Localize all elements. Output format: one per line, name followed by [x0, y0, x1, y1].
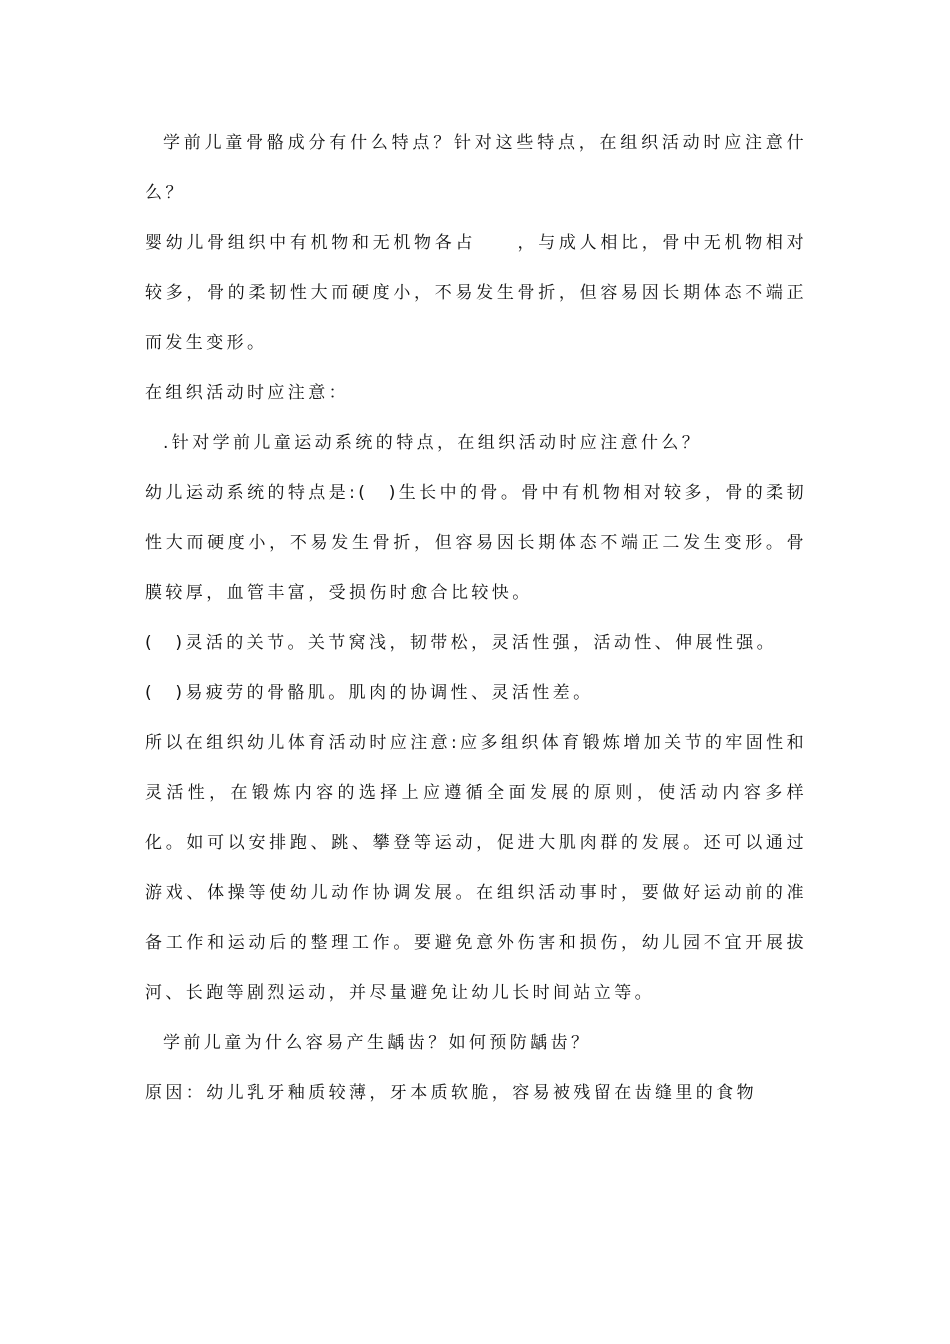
answer-skeletal-muscle: ( )易疲劳的骨骼肌。肌肉的协调性、灵活性差。	[145, 683, 594, 703]
answer-growing-bones: 幼儿运动系统的特点是:( )生长中的骨。骨中有机物相对较多，骨的柔韧性大而硬度小，不易发生骨折，但容易因长期体态不端正二发生变形。骨膜较厚，血管丰富，受损伤时愈合比较快。	[145, 483, 807, 603]
answer-bone-composition: 婴幼儿骨组织中有机物和无机物各占 ，与成人相比，骨中无机物相对较多，骨的柔韧性大而硬度小，不易发生骨折，但容易因长期体态不端正而发生变形。	[145, 233, 807, 353]
document-body	[145, 118, 807, 1118]
question-motor-system: .针对学前儿童运动系统的特点，在组织活动时应注意什么？	[163, 433, 703, 453]
answer-flexible-joints: ( )灵活的关节。关节窝浅，韧带松，灵活性强，活动性、伸展性强。	[145, 633, 778, 653]
question-bone-composition: 学前儿童骨骼成分有什么特点？针对这些特点，在组织活动时应注意什么？	[145, 133, 807, 203]
question-dental-caries: 学前儿童为什么容易产生龋齿？如何预防龋齿？	[163, 1033, 592, 1053]
activity-notes-heading: 在组织活动时应注意：	[145, 383, 349, 403]
answer-caries-cause: 原因：幼儿乳牙釉质较薄，牙本质软脆，容易被残留在齿缝里的食物	[145, 1083, 757, 1103]
answer-activity-precautions: 所以在组织幼儿体育活动时应注意:应多组织体育锻炼增加关节的牢固性和灵活性，在锻炼内容的选择上应遵循全面发展的原则，使活动内容多样化。如可以安排跑、跳、攀登等运动，促进大肌肉群的发展。还可以通过游戏、体操等使幼儿动作协调发展。在组织活动事时，要做好运动前的准备工作和运动后的整理工作。要避免意外伤害和损伤，幼儿园不宜开展拔河、长跑等剧烈运动，并尽量避免让幼儿长时间站立等。	[145, 733, 807, 1003]
